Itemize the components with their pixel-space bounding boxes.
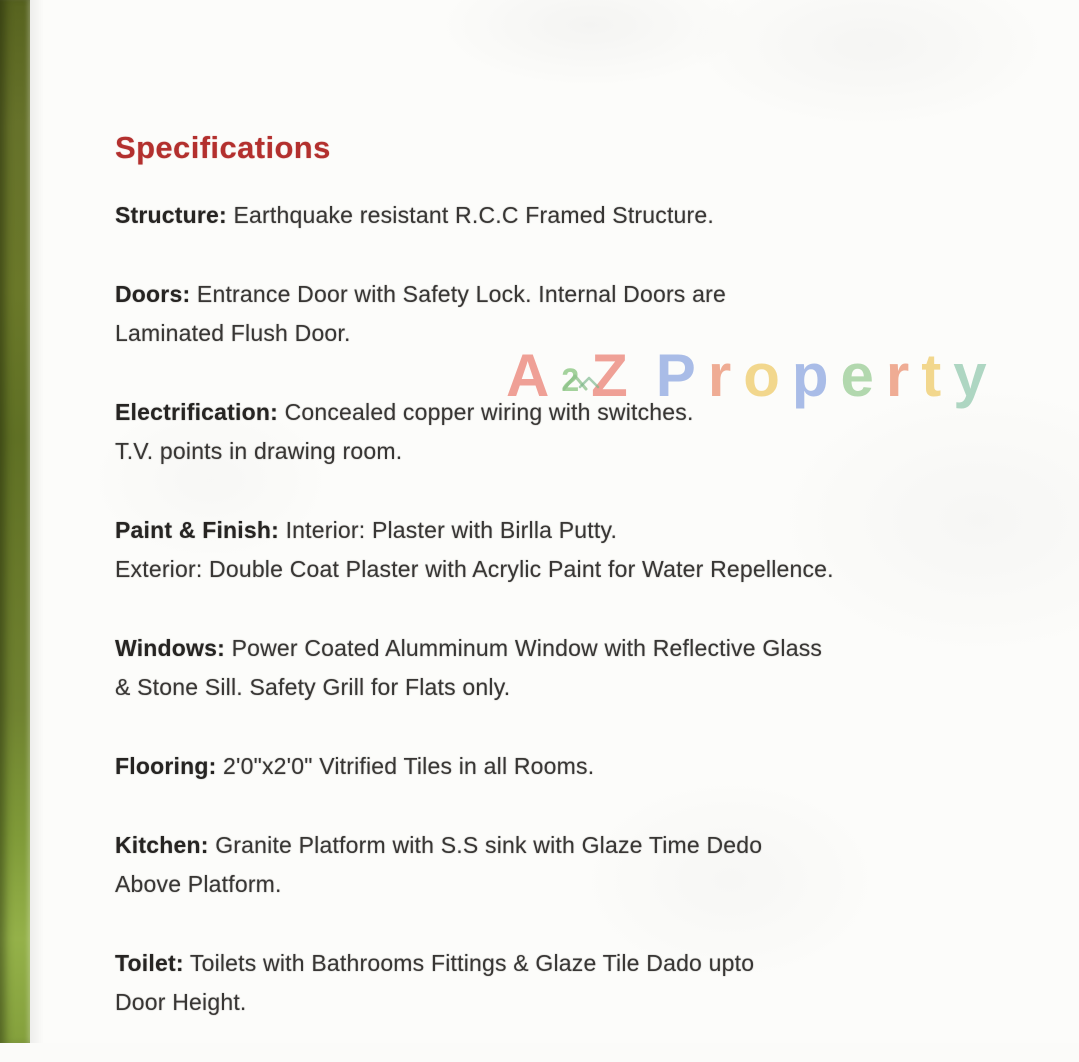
greenery-photo-strip xyxy=(0,0,30,1043)
watermark-letter: t xyxy=(921,342,954,409)
spec-text: 2'0"x2'0" Vitrified Tiles in all Rooms. xyxy=(223,753,595,779)
spec-text: Entrance Door with Safety Lock. Internal Doors are xyxy=(196,281,726,307)
page-title: Specifications xyxy=(115,130,331,165)
watermark-letter: e xyxy=(840,342,886,409)
spec-text: Toilets with Bathrooms Fittings & Glaze Tile Dado upto xyxy=(189,950,755,976)
page-sheet xyxy=(30,0,1079,1043)
spec-label: Doors: xyxy=(115,281,191,307)
spec-label: Paint & Finish: xyxy=(115,517,279,543)
spec-item-flooring xyxy=(115,747,1050,786)
spec-item-structure xyxy=(115,196,1050,235)
spec-text: Interior: Plaster with Birlla Putty. xyxy=(285,517,618,543)
watermark-letter: 2 xyxy=(561,362,592,398)
spec-text-line2: T.V. points in drawing room. xyxy=(115,438,403,464)
watermark-letter: y xyxy=(953,342,999,409)
watermark-letter: p xyxy=(791,342,841,409)
spec-text-line2: Above Platform. xyxy=(115,871,282,897)
spec-label: Kitchen: xyxy=(115,832,209,858)
specifications-section xyxy=(115,130,1050,1062)
spec-label: Electrification: xyxy=(115,399,278,425)
watermark-letter: r xyxy=(885,342,922,409)
watermark-letter: A xyxy=(506,342,562,409)
spec-label: Windows: xyxy=(115,635,225,661)
spec-item-kitchen xyxy=(115,826,1050,904)
spec-item-electrification xyxy=(115,393,1050,471)
watermark-letter: P xyxy=(655,342,708,409)
spec-label: Flooring: xyxy=(115,753,217,779)
spec-item-windows xyxy=(115,629,1050,707)
watermark-letter: o xyxy=(743,342,792,409)
spec-text: Power Coated Alumminum Window with Reflective Glass xyxy=(231,635,823,661)
spec-item-doors xyxy=(115,275,1050,353)
spec-text: Earthquake resistant R.C.C Framed Structure. xyxy=(233,202,714,228)
spec-text-line2: & Stone Sill. Safety Grill for Flats only. xyxy=(115,674,511,700)
spec-item-paint-finish xyxy=(115,511,1050,589)
spec-label: Structure: xyxy=(115,202,227,228)
watermark-letter: Z xyxy=(591,342,640,409)
spec-label: Toilet: xyxy=(115,950,184,976)
spec-item-toilet xyxy=(115,944,1050,1022)
spec-text: Concealed copper wiring with switches. xyxy=(284,399,694,425)
spec-text-line2: Laminated Flush Door. xyxy=(115,320,351,346)
watermark-letter: r xyxy=(707,342,744,409)
spec-text-line2: Door Height. xyxy=(115,989,247,1015)
spec-text: Granite Platform with S.S sink with Glaze Time Dedo xyxy=(215,832,763,858)
spec-text-line2: Exterior: Double Coat Plaster with Acrylic Paint for Water Repellence. xyxy=(115,556,834,582)
